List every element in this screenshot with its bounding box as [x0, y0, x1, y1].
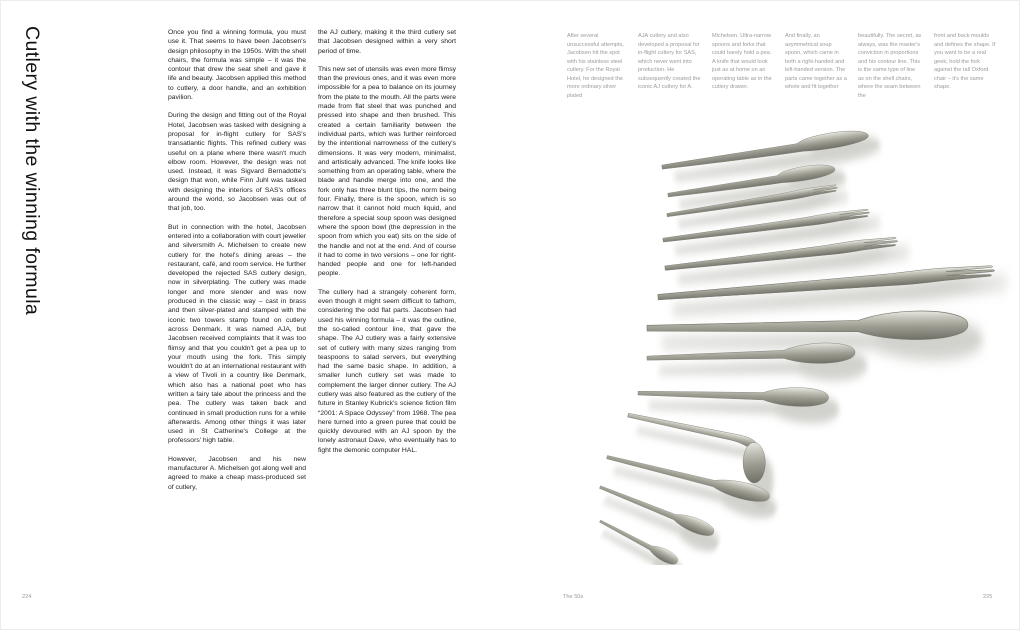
paragraph: During the design and fitting out of the Royal Hotel, Jacobsen was tasked with designing a proposal for in-flight cutlery for SAS's transatlantic flights. This refined cutlery was useful on a plane where there wasn't much elbow room. However, the design was not used. Instead, it was Sigvard Bernadotte's design that won, while Finn Juhl was tasked with designing the interiors of SAS's offices around the world, so Jacobsen was out of that job, too.: [168, 112, 306, 213]
serving-fork: [657, 264, 1010, 319]
paragraph: Once you find a winning formula, you must use it. That seems to have been Jacobsen's design philosophy in the 1950s. With the shell chairs, the formula was simple – it was the contour that drew the seat shell and gave it life and beauty. Jacobsen applied this method to cutlery, a door handle, and an exhibition pavilion.: [168, 29, 306, 102]
paragraph: However, Jacobsen and his new manufacturer A. Michelsen got along well and agreed to make a cheap mass-produced set of cutlery,: [168, 455, 306, 491]
paragraph: The cutlery had a strangely coherent form, even though it might seem difficult to fathom, considering the odd flat parts. Jacobsen had used his winning formula – it was the outline, the so-called contour line, that gave the shape. The AJ cutlery was a fairly extensive set of cutlery with many sizes ranging from teaspoons to salad servers, but everything had the same basic shape. In addition, a smaller lunch cutlery set was made to complement the larger dinner cutlery. The AJ cutlery was also featured as the cutlery of the future in Stanley Kubrick's science fiction film “2001: A Space Odyssey” from 1968. The pea here turned into a green puree that could be quickly devoured with an AJ spoon by the lonely astronaut Dave, who eventually has to fight the demonic computer HAL.: [318, 288, 456, 454]
chapter-label: The 50s: [563, 594, 584, 600]
text-column-2: [318, 28, 456, 464]
text-column-1: [168, 28, 306, 501]
paragraph: This new set of utensils was even more flimsy than the previous ones, and it was even more impossible for a pea to balance on its journey from the plate to the mouth. All the parts were made from flat steel that was punched and pressed into shape and then brushed. This created a certain familiarity between the individual parts, which was further reinforced by the intentional narrowness of the cutlery's dimensions. It was very modern, minimalist, and artistically advanced. The knife looks like something from an operating table, where the blade and handle merge into one, and the fork only has three blunt tips, the norm being four. Finally, there is the spoon, which is so narrow that it cannot hold much liquid, and therefore a special soup spoon was designed where the spoon bowl (the depression in the spoon from which you eat) sits on the side of the handle and not at the end. And of course it had to come in two versions – one for right-handed people and one for left-handed people.: [318, 65, 456, 278]
cutlery-photo: [595, 100, 1015, 565]
page-title: Cutlery with the winning formula: [21, 26, 43, 316]
caption-column-1: After several unsuccessful attempts, Jacobsen hit the spot with his stainless steel cutlery. For the Royal Hotel, he designed the more ordinary silver plated: [567, 33, 624, 99]
caption-column-4: And finally, an asymmetrical soup spoon, which came in both a right-handed and left-handed version. The parts came together as a whole and fit together: [785, 33, 847, 90]
caption-column-3: Michelsen. Ultra-narrow spoons and forks that could barely hold a pea. A knife that would look just as at home on an operating table as in the cutlery drawer.: [712, 33, 772, 90]
page-number-left: 224: [22, 594, 32, 600]
lunch-spoon: [637, 383, 839, 424]
cutlery-photo-svg: [595, 100, 1015, 565]
page-number-right: 225: [983, 594, 993, 600]
caption-column-2: AJA cutlery and also developed a proposal for in-flight cutlery for SAS, which never went into production. He subsequently created the iconic AJ cutlery for A.: [638, 33, 701, 90]
caption-column-6: front and back moulds and defines the shape. If you want to be a real geek, hold the fork against the tall Oxford chair – it's the same shape.: [934, 33, 996, 90]
paragraph: But in connection with the hotel, Jacobsen entered into a collaboration with court jeweller and silversmith A. Michelsen to create new cutlery for the hotel's dining areas – the restaurant, café, and room service. He further developed the rejected SAS cutlery design, now in silverplating. The cutlery was made longer and more slender and was now produced in the classic way – cast in brass and then silver-plated and stamped with the iconic two towers stamp found on cutlery across Denmark. It was named AJA, but Jacobsen received complaints that it was too flimsy and that you couldn't get a pea up to your mouth using the fork. This simply wouldn't do at an international restaurant with a view of Tivoli in a country like Denmark, which also has a national poet who has written a fairy tale about the princess and the pea. The cutlery was taken back and continued in small production runs for a while afterwards. Among other things it was later used in St Catherine's College at the professors' high table.: [168, 223, 306, 445]
caption-column-5: beautifully. The secret, as always, was the master's conviction in proportions and his contour line. This is the same type of line as on the shell chairs, where the seam between the: [858, 33, 922, 99]
dinner-spoon: [647, 342, 868, 386]
paragraph: the AJ cutlery, making it the third cutlery set that Jacobsen designed within a very short period of time.: [318, 29, 456, 55]
